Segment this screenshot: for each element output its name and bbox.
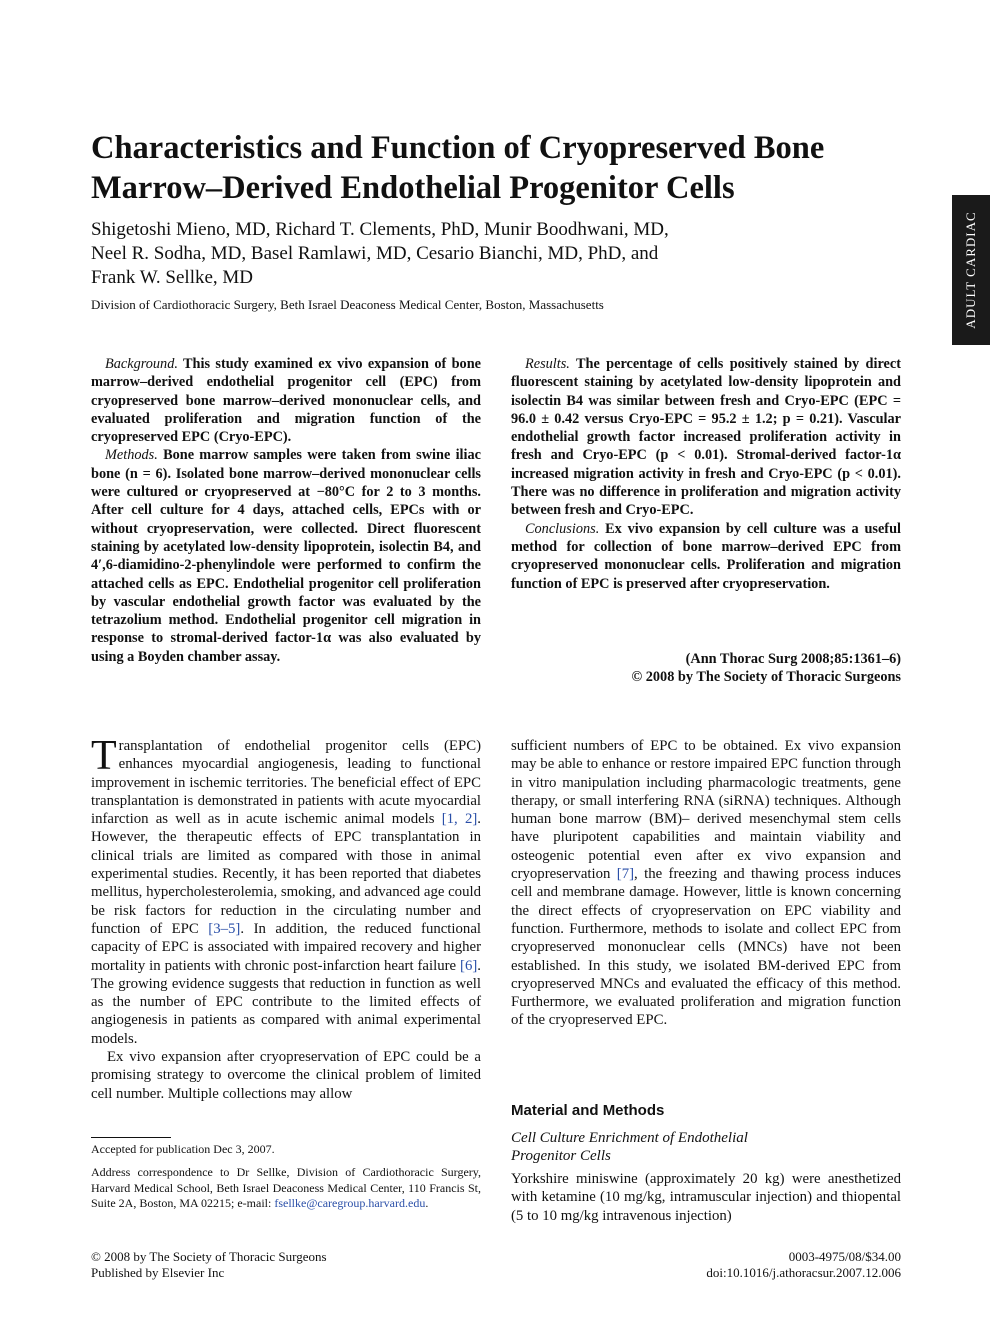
abstract-right-column [511,355,901,593]
footnote-address [91,1165,481,1212]
footer-publisher: Published by Elsevier Inc [91,1265,225,1280]
footnote-text: . [425,1196,429,1211]
body-text: . However, the therapeutic effects of EPC transplantation in clinical trials are limited as compared with those in animal experimental studies. Recently, it has been reported that diabetes mellitus, hypercholesterolemia, smoking, and advanced age could be risk factors for reduction in the circulating number and function of EPC [91,811,481,937]
subsection-heading-line: Progenitor Cells [511,1148,611,1164]
body-text: sufficient numbers of EPC to be obtained. Ex vivo expansion may be able to enhance or restore impaired EPC function through in vitro manipulation including pharmacologic treatments, gene therapy, or small interfering RNA (siRNA) techniques. Although human bone marrow (BM)– derived mesenchymal stem cells have pluripotent capabilities and maintain viability and osteogenic potential even after ex vivo expansion and cryopreservation [511,738,901,883]
body-paragraph: Ex vivo expansion after cryopreservation of EPC could be a promising strategy to overcome the clinical problem of limited cell number. Multiple collections may allow [91,1049,481,1102]
footer-issn: 0003-4975/08/$34.00 [788,1249,901,1264]
section-tab-label: ADULT CARDIAC [963,211,978,329]
body-text: ransplantation of endothelial progenitor cells (EPC) enhances myocardial angiogenesis, leading to functional improvement in ischemic territories. The beneficial effect of EPC transplantation is demonstrated in patients with acute myocardial infarction as well as in acute ischemic animal models [91,738,481,828]
body-text: . In addition, the reduced functional capacity of EPC is associated with impaired recovery and higher mortality in patients with chronic post-infarction heart failure [91,920,481,974]
abstract-text: Ex vivo expansion by cell culture was a useful method for collection of bone marrow–derived EPC from cryopreserved mononuclear cells. Proliferation and migration function of EPC is preserved after cryopreservation. [511,520,901,592]
subsection-heading-line: Cell Culture Enrichment of Endothelial [511,1130,748,1146]
footnote-divider [91,1137,171,1138]
affiliation: Division of Cardiothoracic Surgery, Beth Israel Deaconess Medical Center, Boston, Massachusetts [91,297,604,312]
footnote-accepted: Accepted for publication Dec 3, 2007. [91,1142,275,1156]
section-tab [952,195,990,345]
footer-copyright: © 2008 by The Society of Thoracic Surgeons [91,1249,327,1264]
journal-citation [511,650,901,687]
citation-line: (Ann Thorac Surg 2008;85:1361–6) [685,651,901,667]
abstract-label: Methods. [105,447,158,464]
abstract-text: Bone marrow samples were taken from swine iliac bone (n = 6). Isolated bone marrow–derived mononuclear cells were cultured or cryopreserved at −80°C for 2 to 3 months. After cell culture for 4 days, attached cells, EPCs with or without cryopreservation, were collected. Direct fluorescent staining by acetylated low-density lipoprotein, isolectin B4, and 4′,6-diamidino-2-phenylindole were performed to confirm the attached cells as EPC. Endothelial progenitor cell proliferation by vascular endothelial growth factor was evaluated by the tetrazolium method. Endothelial progenitor cell migration in response to stromal-derived factor-1α was also evaluated by using a Boyden chamber assay. [91,447,481,665]
abstract-text: The percentage of cells positively stained by direct fluorescent staining by acetylated low-density lipoprotein and isolectin B4 was similar between fresh and Cryo-EPC (EPC = 96.0 ± 0.42 versus Cryo-EPC = 95.2 ± 1.2; p = 0.21). Vascular endothelial growth factor increased proliferation activity in fresh and Cryo-EPC (p < 0.01). Stromal-derived factor-1α increased migration activity in fresh and Cryo-EPC (p < 0.01). There was no difference in proliferation and migration activity between fresh and Cryo-EPC. [511,356,901,519]
reference-link[interactable]: [6] [460,957,478,974]
reference-link[interactable]: [7] [616,866,635,883]
abstract-methods [91,446,481,666]
abstract-left-column [91,355,481,666]
drop-cap: T [91,733,117,779]
abstract-label: Conclusions. [525,520,600,537]
reference-link[interactable]: [1, 2] [441,811,478,828]
abstract-results [511,355,901,520]
body-paragraph [511,737,901,1030]
email-link[interactable]: fsellke@caregroup.harvard.edu [274,1196,426,1211]
body-right-column [511,737,901,1030]
footnotes [91,1142,481,1212]
author-line: Shigetoshi Mieno, MD, Richard T. Clements, PhD, Munir Boodhwani, MD, [91,219,669,240]
abstract-label: Background. [105,356,178,372]
author-list [91,218,851,290]
footnote-text: Address correspondence to Dr Sellke, Division of Cardiothoracic Surgery, Harvard Medical School, Beth Israel Deaconess Medical Center, 110 Francis St, Suite 2A, Boston, MA 02215; e-mail: [91,1164,481,1211]
section-heading: Material and Methods [511,1102,665,1119]
abstract-background [91,355,481,446]
copyright-line: © 2008 by The Society of Thoracic Surgeons [631,669,901,686]
abstract-text: This study examined ex vivo expansion of bone marrow–derived endothelial progenitor cell (EPC) from cryopreserved bone marrow–derived mononuclear cells, and evaluated proliferation and migration function of the cryopreserved EPC (Cryo-EPC). [91,356,481,446]
reference-link[interactable]: [3–5] [208,920,241,937]
body-paragraph [91,733,481,1048]
body-left-column [91,733,481,1103]
author-line: Frank W. Sellke, MD [91,267,254,288]
subsection-heading [511,1129,901,1165]
body-paragraph: Yorkshire miniswine (approximately 20 kg) were anesthetized with ketamine (10 mg/kg, intramuscular injection) and thiopental (5 to 10 mg/kg intravenous injection) [511,1171,901,1224]
footer-doi: doi:10.1016/j.athoracsur.2007.12.006 [706,1265,901,1280]
author-line: Neel R. Sodha, MD, Basel Ramlawi, MD, Cesario Bianchi, MD, PhD, and [91,243,659,264]
abstract-label: Results. [525,356,570,372]
article-title: Characteristics and Function of Cryopreserved Bone Marrow–Derived Endothelial Progenitor Cells [91,130,825,206]
body-text: . The growing evidence suggests that reduction in function as well as the number of EPC contribute to the limited effects of angiogenesis in patients as compared with animal experimental models. [91,957,481,1047]
abstract-conclusions [511,520,901,593]
footer-left [91,1249,491,1281]
body-text: , the freezing and thawing process induces cell and membrane damage. However, little is known concerning the direct effects of cryopreservation on EPC viability and function. Furthermore, methods to isolate and collect EPC from cryopreserved mononuclear cells (MNCs) have not been established. In this study, we isolated BM-derived EPC from cryopreserved MNCs and evaluated the efficacy of this method. Furthermore, we evaluated proliferation and migration function of the cryopreserved EPC. [511,866,901,1029]
footer-right [540,1249,901,1281]
